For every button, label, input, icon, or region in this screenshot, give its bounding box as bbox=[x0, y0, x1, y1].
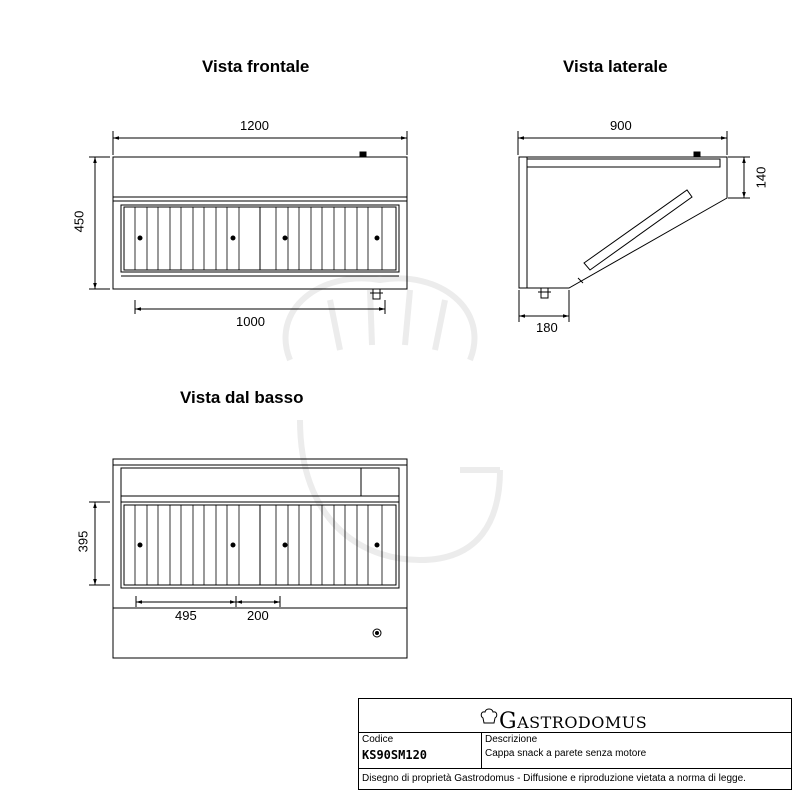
title-block bbox=[358, 698, 792, 790]
ownership-footer: Disegno di proprietà Gastrodomus - Diffusione e riproduzione vietata a norma di legge. bbox=[362, 773, 746, 784]
brand-logo-text: GASTRODOMUS bbox=[499, 709, 648, 734]
title-block-brand-row bbox=[359, 699, 791, 733]
codice-value: KS90SM120 bbox=[362, 748, 428, 762]
bottom-view bbox=[89, 459, 407, 658]
dim-front-filter-width: 1000 bbox=[236, 314, 265, 329]
dim-bottom-filter: 495 bbox=[175, 608, 197, 623]
dim-side-top-height: 140 bbox=[753, 166, 769, 189]
bottom-view-title: Vista dal basso bbox=[180, 388, 304, 407]
dim-front-height: 450 bbox=[71, 210, 87, 233]
dim-side-bottom-depth: 180 bbox=[536, 320, 558, 335]
descrizione-label: Descrizione bbox=[485, 734, 538, 745]
dim-bottom-gap: 200 bbox=[247, 608, 269, 623]
front-view-title: Vista frontale bbox=[202, 57, 310, 76]
front-view bbox=[89, 131, 407, 314]
descrizione-value: Cappa snack a parete senza motore bbox=[485, 748, 647, 759]
title-block-info-row bbox=[359, 732, 791, 769]
dim-bottom-depth: 395 bbox=[75, 530, 91, 553]
side-view bbox=[518, 131, 750, 322]
codice-label: Codice bbox=[362, 734, 394, 745]
watermark-logo bbox=[286, 278, 500, 560]
dim-front-width: 1200 bbox=[240, 118, 269, 133]
dim-side-depth: 900 bbox=[610, 118, 632, 133]
chef-hat-icon bbox=[479, 706, 499, 726]
side-view-title: Vista laterale bbox=[563, 57, 668, 76]
